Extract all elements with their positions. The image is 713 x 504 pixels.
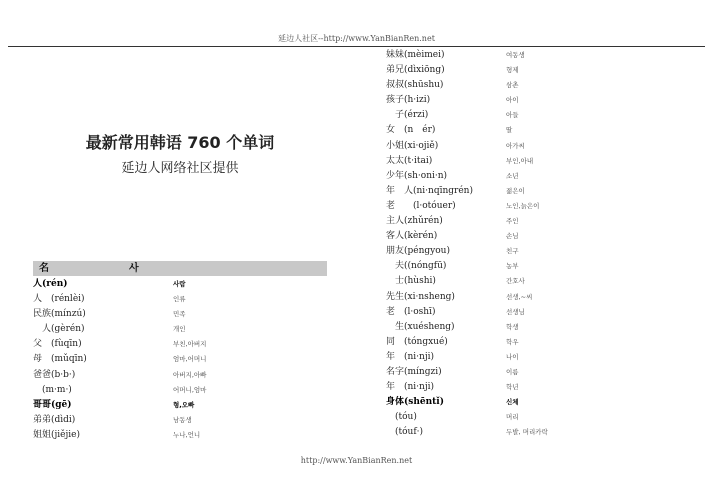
korean-translation: 남동생	[173, 415, 192, 424]
korean-translation: 주인	[506, 217, 519, 226]
vocab-list-left	[33, 278, 327, 444]
chinese-word: 弟兄(dìxiōng)	[386, 65, 445, 76]
vocab-row	[386, 79, 686, 94]
vocab-row	[386, 275, 686, 290]
chinese-word: 弟弟(dìdi)	[33, 414, 76, 425]
korean-translation: 선생,~씨	[506, 292, 533, 301]
korean-translation: 젊은이	[506, 186, 525, 195]
vocab-row	[33, 293, 327, 308]
vocab-row	[386, 170, 686, 185]
chinese-word: 年 (ni·nji)	[386, 351, 435, 362]
chinese-word: 士(hùshi)	[386, 276, 436, 287]
vocab-row	[386, 306, 686, 321]
vocab-row	[33, 323, 327, 338]
vocab-row	[386, 49, 686, 64]
chinese-word: 女 (n ér)	[386, 125, 436, 136]
chinese-word: 妹妹(mèimei)	[386, 50, 445, 60]
chinese-word: (tóuf·)	[386, 427, 424, 438]
chinese-word: (m·m·)	[33, 384, 72, 395]
vocab-row	[386, 366, 686, 381]
korean-translation: 사람	[173, 280, 186, 288]
korean-translation: 어머니,엄마	[173, 385, 207, 394]
korean-translation: 두발, 머리카락	[506, 428, 548, 437]
korean-translation: 여동생	[506, 51, 525, 59]
korean-translation: 친구	[506, 247, 519, 256]
chinese-word: 朋友(péngyou)	[386, 246, 450, 257]
vocab-row	[386, 351, 686, 366]
vocab-row	[33, 399, 327, 414]
korean-translation: 머리	[506, 413, 519, 422]
chinese-word: 人(rén)	[33, 279, 68, 289]
vocab-row	[386, 260, 686, 275]
korean-translation: 인류	[173, 295, 186, 304]
vocab-row	[386, 64, 686, 79]
vocab-row	[386, 336, 686, 351]
korean-translation: 소년	[506, 171, 519, 180]
korean-translation: 학우	[506, 337, 519, 346]
chinese-word: (tóu)	[386, 412, 417, 423]
korean-translation: 삼촌	[506, 81, 519, 90]
vocab-list-right	[386, 49, 686, 441]
vocab-row	[386, 396, 686, 411]
vocab-row	[386, 411, 686, 426]
chinese-word: 哥哥(gē)	[33, 399, 72, 410]
vocab-row	[386, 140, 686, 155]
section-label-ko: 사	[129, 263, 139, 274]
korean-translation: 아가씨	[506, 141, 525, 150]
chinese-word: 太太(t·itai)	[386, 155, 433, 166]
korean-translation: 개인	[173, 325, 186, 334]
vocab-row	[33, 429, 327, 444]
korean-translation: 아버지,아빠	[173, 370, 207, 379]
korean-translation: 이름	[506, 367, 519, 376]
korean-translation: 부인,아내	[506, 156, 534, 165]
chinese-word: 姐姐(jiějie)	[33, 429, 81, 440]
vocab-row	[386, 291, 686, 306]
section-header	[33, 261, 327, 276]
vocab-row	[33, 278, 327, 293]
page-header: 延边人社区--http://www.YanBianRen.net	[278, 34, 435, 43]
chinese-word: 老 (l·oshī)	[386, 306, 436, 317]
korean-translation: 형,오빠	[173, 400, 195, 409]
document-subtitle: 延边人网络社区提供	[121, 161, 239, 176]
chinese-word: 小姐(xi·ojiě)	[386, 140, 439, 151]
section-label-zh: 名	[39, 263, 49, 274]
vocab-row	[386, 215, 686, 230]
chinese-word: 少年(sh·oni·n)	[386, 170, 448, 181]
chinese-word: 民族(mínzú)	[33, 309, 86, 320]
vocab-row	[33, 414, 327, 429]
vocab-row	[386, 200, 686, 215]
korean-translation: 학생	[506, 322, 519, 331]
vocab-row	[386, 245, 686, 260]
chinese-word: 先生(xi·nsheng)	[386, 291, 455, 302]
korean-translation: 딸	[506, 126, 513, 135]
chinese-word: 身体(shēntǐ)	[386, 397, 444, 408]
vocab-row	[386, 321, 686, 336]
korean-translation: 민족	[173, 310, 186, 319]
korean-translation: 나이	[506, 352, 519, 361]
chinese-word: 子(érzi)	[386, 110, 429, 121]
page-footer: http://www.YanBianRen.net	[300, 456, 413, 465]
vocab-row	[386, 94, 686, 109]
vocab-row	[386, 109, 686, 124]
chinese-word: 孩子(h·izi)	[386, 95, 431, 106]
chinese-word: 爸爸(b·b·)	[33, 369, 76, 380]
korean-translation: 선생님	[506, 307, 525, 316]
vocab-row	[386, 185, 686, 200]
chinese-word: 人(gèrén)	[33, 324, 85, 335]
korean-translation: 노인,늙은이	[506, 201, 540, 210]
chinese-word: 叔叔(shūshu)	[386, 80, 444, 91]
chinese-word: 客人(kèrén)	[386, 231, 438, 242]
korean-translation: 아들	[506, 111, 519, 120]
chinese-word: 名字(míngzi)	[386, 366, 442, 377]
document-title: 最新常用韩语 760 个单词	[85, 133, 275, 152]
korean-translation: 손님	[506, 232, 519, 241]
vocab-row	[33, 353, 327, 368]
korean-translation: 부친,아버지	[173, 340, 207, 349]
korean-translation: 농부	[506, 262, 519, 271]
korean-translation: 누나,언니	[173, 430, 201, 439]
chinese-word: 主人(zhǔrén)	[386, 216, 443, 227]
vocab-row	[33, 369, 327, 384]
chinese-word: 父 (fùqīn)	[33, 339, 82, 350]
vocab-row	[386, 381, 686, 396]
chinese-word: 夫((nóngfū)	[386, 261, 447, 272]
chinese-word: 年 人(ni·nqīngrén)	[386, 185, 473, 196]
chinese-word: 人 (rénlèi)	[33, 294, 85, 305]
korean-translation: 엄마,어머니	[173, 355, 207, 364]
header-rule	[8, 46, 705, 47]
korean-translation: 학년	[506, 383, 519, 392]
chinese-word: 生(xuésheng)	[386, 321, 455, 332]
vocab-row	[386, 230, 686, 245]
vocab-row	[33, 384, 327, 399]
vocab-row	[386, 426, 686, 441]
chinese-word: 同 (tóngxué)	[386, 336, 448, 347]
chinese-word: 年 (ni·nji)	[386, 382, 435, 393]
chinese-word: 母 (mǔqīn)	[33, 354, 87, 365]
vocab-row	[33, 338, 327, 353]
korean-translation: 신체	[506, 398, 519, 407]
chinese-word: 老 (l·otóuer)	[386, 200, 456, 211]
korean-translation: 간호사	[506, 277, 525, 286]
korean-translation: 아이	[506, 96, 519, 105]
korean-translation: 형제	[506, 66, 519, 75]
vocab-row	[386, 155, 686, 170]
vocab-row	[386, 124, 686, 139]
vocab-row	[33, 308, 327, 323]
